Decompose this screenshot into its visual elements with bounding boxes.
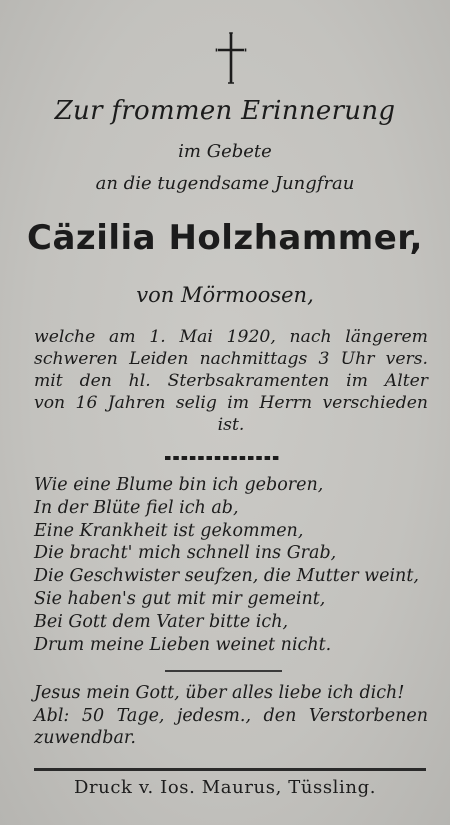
memorial-poem: [34, 474, 434, 656]
poem-line: Wie eine Blume bin ich geboren,: [34, 475, 324, 495]
divider-dash: [265, 456, 271, 460]
heading-remembrance: Zur frommen Erinnerung: [54, 96, 396, 126]
poem-line: Die Geschwister seufzen, die Mutter weint,: [34, 566, 419, 587]
death-notice-paragraph: [34, 326, 428, 436]
closing-line: Jesus mein Gott, über alles liebe ich dich!: [34, 683, 405, 703]
divider-dash: [198, 456, 204, 460]
divider-dash: [240, 456, 246, 460]
notice-line: welche am 1. Mai 1920, nach längerem: [34, 327, 428, 347]
divider-dash: [173, 456, 179, 460]
poem-line: In der Blüte fiel ich ab,: [34, 497, 239, 518]
notice-line: mit den hl. Sterbsakramenten im Alter: [34, 371, 428, 391]
latin-cross-icon: [213, 32, 249, 84]
notice-line: von 16 Jahren selig im Herrn verschieden: [34, 393, 428, 413]
heading-virgin: an die tugendsame Jungfrau: [95, 173, 355, 194]
closing-line: zuwendbar.: [34, 728, 136, 748]
short-divider-rule: [165, 670, 282, 672]
divider-dash: [215, 456, 221, 460]
poem-line: Sie haben's gut mit mir gemeint,: [34, 588, 326, 609]
printer-divider-rule: [34, 768, 426, 771]
divider-dash: [231, 456, 237, 460]
divider-dash: [190, 456, 196, 460]
divider-dash: [207, 456, 213, 460]
divider-dash: [165, 456, 171, 460]
poem-line: Bei Gott dem Vater bitte ich,: [34, 611, 289, 632]
printer-imprint: Druck v. Ios. Maurus, Tüssling.: [73, 777, 377, 798]
notice-line: schweren Leiden nachmittags 3 Uhr vers.: [34, 349, 428, 369]
deceased-origin: von Mörmoosen,: [136, 283, 314, 307]
poem-line: Eine Krankheit ist gekommen,: [34, 520, 304, 541]
divider-dash: [273, 456, 279, 460]
dotted-divider: [165, 455, 281, 461]
divider-dash: [223, 456, 229, 460]
closing-line: Abl: 50 Tage, jedesm., den Verstorbenen: [34, 705, 428, 726]
divider-dash: [256, 456, 262, 460]
divider-dash: [248, 456, 254, 460]
heading-prayer: im Gebete: [178, 141, 272, 162]
closing-prayer: [34, 682, 428, 750]
deceased-name: Cäzilia Holzhammer,: [27, 218, 423, 258]
poem-line: Die bracht' mich schnell ins Grab,: [34, 543, 337, 564]
notice-line: ist.: [217, 415, 245, 435]
divider-dash: [182, 456, 188, 460]
poem-line: Drum meine Lieben weinet nicht.: [34, 634, 332, 655]
